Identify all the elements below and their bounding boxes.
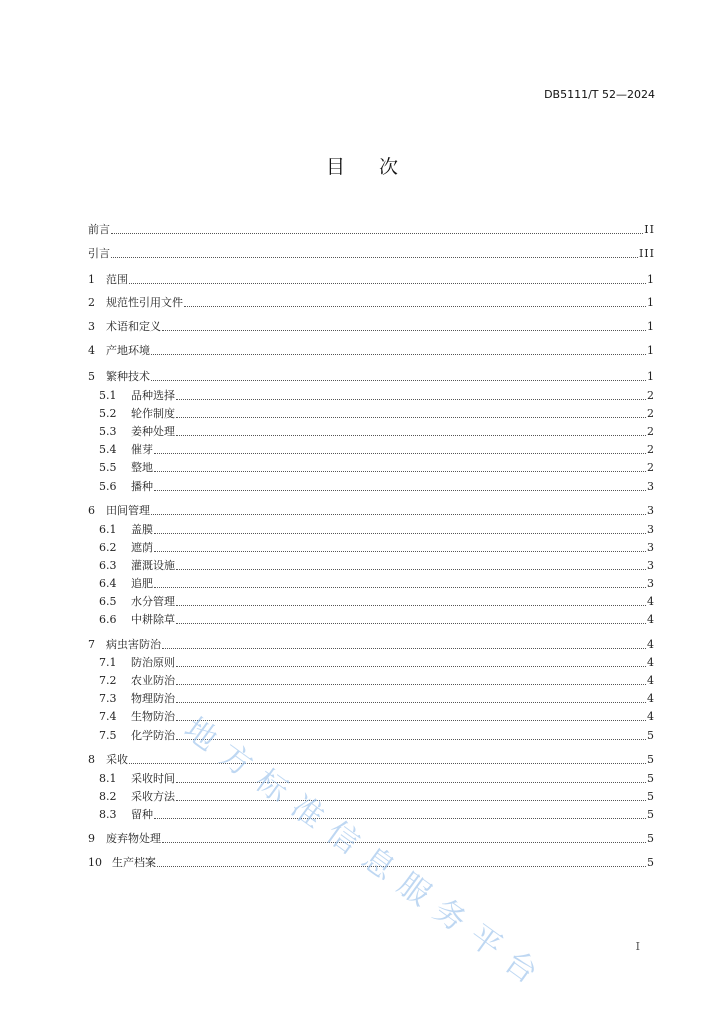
toc-entry-page: 4 bbox=[647, 595, 655, 608]
toc-entry-page: 1 bbox=[647, 296, 655, 309]
toc-entry[interactable] bbox=[99, 593, 655, 609]
toc-entry-label: 术语和定义 bbox=[106, 320, 161, 333]
toc-entry-number: 5.3 bbox=[99, 425, 117, 438]
toc-entry-number: 8.2 bbox=[99, 790, 117, 803]
toc-entry-number: 4 bbox=[88, 344, 95, 357]
dot-leader bbox=[176, 666, 646, 667]
dot-leader bbox=[176, 702, 646, 703]
toc-entry-page: 4 bbox=[647, 674, 655, 687]
dot-leader bbox=[154, 533, 646, 534]
toc-entry-page: 3 bbox=[647, 541, 655, 554]
dot-leader bbox=[176, 800, 646, 801]
toc-entry[interactable] bbox=[88, 502, 655, 518]
toc-entry[interactable] bbox=[99, 478, 655, 494]
toc-entry-number: 5.4 bbox=[99, 443, 117, 456]
toc-entry[interactable] bbox=[88, 294, 655, 310]
toc-entry[interactable] bbox=[88, 368, 655, 384]
toc-entry[interactable] bbox=[99, 788, 655, 804]
toc-entry-page: 4 bbox=[647, 692, 655, 705]
toc-entry-page: 3 bbox=[647, 504, 655, 517]
toc-entry-label: 姜种处理 bbox=[131, 425, 175, 438]
toc-entry-label: 灌溉设施 bbox=[131, 559, 175, 572]
toc-entry-page: 1 bbox=[647, 370, 655, 383]
toc-entry[interactable] bbox=[99, 575, 655, 591]
toc-entry-number: 1 bbox=[88, 273, 95, 286]
toc-entry-label: 前言 bbox=[88, 223, 110, 236]
toc-entry-number: 5.5 bbox=[99, 461, 117, 474]
toc-entry[interactable] bbox=[88, 342, 655, 358]
page-number: I bbox=[635, 940, 640, 953]
toc-entry[interactable] bbox=[99, 441, 655, 457]
toc-entry[interactable] bbox=[99, 690, 655, 706]
watermark: 地方标准信息服务平台 bbox=[177, 710, 555, 999]
toc-entry[interactable] bbox=[88, 751, 655, 767]
toc-entry-label: 催芽 bbox=[131, 443, 153, 456]
dot-leader bbox=[176, 623, 646, 624]
toc-entry-number: 5 bbox=[88, 370, 95, 383]
toc-entry-number: 6.4 bbox=[99, 577, 117, 590]
toc-entry-number: 6.5 bbox=[99, 595, 117, 608]
dot-leader bbox=[162, 648, 646, 649]
toc-entry-label: 物理防治 bbox=[131, 692, 175, 705]
toc-entry-label: 品种选择 bbox=[131, 389, 175, 402]
toc-entry[interactable] bbox=[99, 654, 655, 670]
toc-entry-page: 3 bbox=[647, 559, 655, 572]
toc-title: 目次 bbox=[325, 156, 432, 178]
toc-entry-number: 7.1 bbox=[99, 656, 117, 669]
toc-entry-page: 1 bbox=[647, 273, 655, 286]
toc-entry-number: 6.3 bbox=[99, 559, 117, 572]
toc-entry-label: 整地 bbox=[131, 461, 153, 474]
toc-entry-number: 5.2 bbox=[99, 407, 117, 420]
toc-entry-number: 5.1 bbox=[99, 389, 117, 402]
dot-leader bbox=[111, 233, 643, 234]
toc-entry-number: 6 bbox=[88, 504, 95, 517]
toc-entry-label: 田间管理 bbox=[106, 504, 150, 517]
dot-leader bbox=[151, 514, 646, 515]
toc-entry-page: 2 bbox=[647, 389, 655, 402]
toc-entry-label: 采收方法 bbox=[131, 790, 175, 803]
toc-entry-page: 1 bbox=[647, 320, 655, 333]
toc-entry-label: 留种 bbox=[131, 808, 153, 821]
toc-entry-label: 生产档案 bbox=[112, 856, 156, 869]
toc-entry-number: 7.2 bbox=[99, 674, 117, 687]
dot-leader bbox=[162, 842, 646, 843]
dot-leader bbox=[111, 257, 638, 258]
toc-entry-number: 8.1 bbox=[99, 772, 117, 785]
toc-entry[interactable] bbox=[99, 672, 655, 688]
toc-entry[interactable] bbox=[88, 245, 655, 261]
toc-entry-number: 9 bbox=[88, 832, 95, 845]
toc-entry[interactable] bbox=[88, 636, 655, 652]
toc-entry-label: 采收时间 bbox=[131, 772, 175, 785]
dot-leader bbox=[129, 283, 646, 284]
toc-entry-label: 农业防治 bbox=[131, 674, 175, 687]
dot-leader bbox=[176, 435, 646, 436]
toc-entry-label: 轮作制度 bbox=[131, 407, 175, 420]
toc-entry-page: 1 bbox=[647, 344, 655, 357]
toc-entry[interactable] bbox=[99, 387, 655, 403]
toc-entry[interactable] bbox=[99, 806, 655, 822]
toc-entry[interactable] bbox=[99, 770, 655, 786]
dot-leader bbox=[176, 720, 646, 721]
toc-entry-label: 产地环境 bbox=[106, 344, 150, 357]
toc-entry[interactable] bbox=[88, 271, 655, 287]
toc-entry[interactable] bbox=[99, 611, 655, 627]
toc-entry-page: 2 bbox=[647, 443, 655, 456]
dot-leader bbox=[151, 354, 646, 355]
toc-entry-page: 2 bbox=[647, 425, 655, 438]
toc-entry[interactable] bbox=[99, 423, 655, 439]
toc-entry-page: 2 bbox=[647, 461, 655, 474]
dot-leader bbox=[176, 605, 646, 606]
toc-entry-page: 4 bbox=[647, 613, 655, 626]
toc-entry[interactable] bbox=[99, 405, 655, 421]
toc-entry-number: 8 bbox=[88, 753, 95, 766]
toc-entry-page: 5 bbox=[647, 832, 655, 845]
toc-entry[interactable] bbox=[88, 221, 655, 237]
toc-entry[interactable] bbox=[99, 539, 655, 555]
toc-entry-number: 5.6 bbox=[99, 480, 117, 493]
toc-entry-number: 8.3 bbox=[99, 808, 117, 821]
toc-entry-page: 5 bbox=[647, 772, 655, 785]
toc-entry-page: 2 bbox=[647, 407, 655, 420]
toc-entry-label: 废弃物处理 bbox=[106, 832, 161, 845]
toc-entry-number: 7.4 bbox=[99, 710, 117, 723]
toc-entry-label: 病虫害防治 bbox=[106, 638, 161, 651]
toc-entry-number: 10 bbox=[88, 856, 102, 869]
toc-entry-label: 生物防治 bbox=[131, 710, 175, 723]
dot-leader bbox=[154, 587, 646, 588]
toc-entry-number: 6.1 bbox=[99, 523, 117, 536]
dot-leader bbox=[154, 453, 646, 454]
toc-entry-page: 4 bbox=[647, 656, 655, 669]
toc-entry[interactable] bbox=[99, 557, 655, 573]
dot-leader bbox=[154, 490, 646, 491]
toc-entry[interactable] bbox=[88, 318, 655, 334]
toc-entry-number: 7 bbox=[88, 638, 95, 651]
dot-leader bbox=[176, 569, 646, 570]
dot-leader bbox=[151, 380, 646, 381]
toc-entry-number: 6.2 bbox=[99, 541, 117, 554]
toc-entry-page: II bbox=[644, 223, 655, 236]
dot-leader bbox=[184, 306, 646, 307]
dot-leader bbox=[176, 399, 646, 400]
toc-entry-label: 范围 bbox=[106, 273, 128, 286]
toc-entry-number: 7.5 bbox=[99, 729, 117, 742]
toc-entry-label: 规范性引用文件 bbox=[106, 296, 183, 309]
toc-entry-page: 5 bbox=[647, 856, 655, 869]
toc-entry-page: 3 bbox=[647, 523, 655, 536]
dot-leader bbox=[154, 818, 646, 819]
toc-entry-label: 繁种技术 bbox=[106, 370, 150, 383]
toc-entry-label: 引言 bbox=[88, 247, 110, 260]
toc-entry-number: 3 bbox=[88, 320, 95, 333]
dot-leader bbox=[129, 763, 646, 764]
toc-entry[interactable] bbox=[99, 521, 655, 537]
toc-entry-page: 3 bbox=[647, 577, 655, 590]
toc-entry-page: 5 bbox=[647, 790, 655, 803]
toc-entry-label: 播种 bbox=[131, 480, 153, 493]
toc-entry-label: 追肥 bbox=[131, 577, 153, 590]
toc-entry-number: 6.6 bbox=[99, 613, 117, 626]
toc-entry-label: 中耕除草 bbox=[131, 613, 175, 626]
document-code: DB5111/T 52—2024 bbox=[544, 88, 655, 101]
toc-entry-number: 7.3 bbox=[99, 692, 117, 705]
toc-entry-page: 4 bbox=[647, 638, 655, 651]
toc-entry-number: 2 bbox=[88, 296, 95, 309]
toc-entry-page: 5 bbox=[647, 753, 655, 766]
dot-leader bbox=[176, 684, 646, 685]
toc-entry[interactable] bbox=[99, 708, 655, 724]
toc-entry-page: 3 bbox=[647, 480, 655, 493]
toc-entry[interactable] bbox=[99, 459, 655, 475]
dot-leader bbox=[162, 330, 646, 331]
dot-leader bbox=[154, 471, 646, 472]
toc-entry-label: 防治原则 bbox=[131, 656, 175, 669]
dot-leader bbox=[154, 551, 646, 552]
toc-entry-label: 化学防治 bbox=[131, 729, 175, 742]
dot-leader bbox=[176, 417, 646, 418]
toc-entry-page: 5 bbox=[647, 729, 655, 742]
toc-entry-label: 盖膜 bbox=[131, 523, 153, 536]
toc-entry-label: 水分管理 bbox=[131, 595, 175, 608]
toc-entry-page: III bbox=[638, 247, 655, 260]
toc-entry-label: 采收 bbox=[106, 753, 128, 766]
toc-entry-page: 5 bbox=[647, 808, 655, 821]
toc-entry-page: 4 bbox=[647, 710, 655, 723]
toc-entry-label: 遮荫 bbox=[131, 541, 153, 554]
